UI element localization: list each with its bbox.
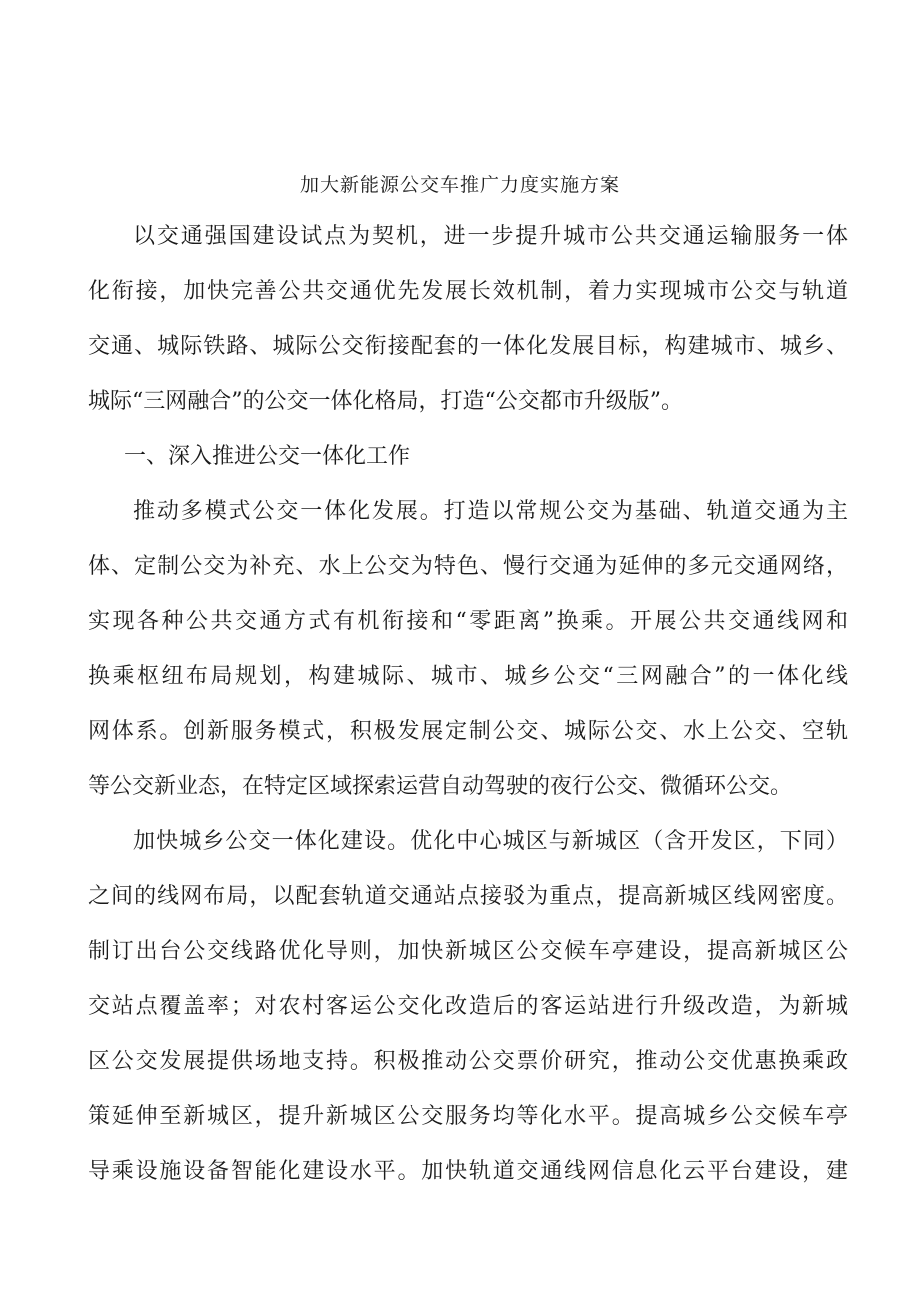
paragraph-multimodal-line-5: 网体系。创新服务模式，积极发展定制公交、城际公交、水上公交、空轨: [88, 719, 848, 744]
paragraph-urban-rural-line-3: 制订出台公交线路优化导则，加快新城区公交候车亭建设，提高新城区公: [88, 939, 848, 964]
paragraph-multimodal-line-3: 实现各种公共交通方式有机衔接和“零距离”换乘。开展公共交通线网和: [88, 609, 848, 634]
paragraph-multimodal-line-4: 换乘枢纽布局规划，构建城际、城市、城乡公交“三网融合”的一体化线: [88, 664, 848, 689]
paragraph-urban-rural-line-5: 区公交发展提供场地支持。积极推动公交票价研究，推动公交优惠换乘政: [88, 1049, 848, 1074]
section-heading-1: 一、深入推进公交一体化工作: [124, 444, 411, 469]
paragraph-urban-rural-line-2: 之间的线网布局，以配套轨道交通站点接驳为重点，提高新城区线网密度。: [88, 884, 848, 909]
paragraph-urban-rural-line-1: 加快城乡公交一体化建设。优化中心城区与新城区（含开发区，下同）: [133, 829, 848, 854]
paragraph-intro-line-2: 化衔接，加快完善公共交通优先发展长效机制，着力实现城市公交与轨道: [88, 279, 848, 304]
paragraph-intro-line-4: 城际“三网融合”的公交一体化格局，打造“公交都市升级版”。: [88, 389, 683, 414]
paragraph-urban-rural-line-6: 策延伸至新城区，提升新城区公交服务均等化水平。提高城乡公交候车亭: [88, 1104, 848, 1129]
paragraph-urban-rural-line-7: 导乘设施设备智能化建设水平。加快轨道交通线网信息化云平台建设，建: [88, 1159, 848, 1184]
document-title: 加大新能源公交车推广力度实施方案: [299, 174, 620, 196]
paragraph-intro-line-1: 以交通强国建设试点为契机，进一步提升城市公共交通运输服务一体: [133, 224, 848, 249]
paragraph-multimodal-line-1: 推动多模式公交一体化发展。打造以常规公交为基础、轨道交通为主: [133, 499, 848, 524]
paragraph-multimodal-line-2: 体、定制公交为补充、水上公交为特色、慢行交通为延伸的多元交通网络，: [88, 554, 848, 579]
paragraph-urban-rural-line-4: 交站点覆盖率；对农村客运公交化改造后的客运站进行升级改造，为新城: [88, 994, 848, 1019]
paragraph-multimodal-line-6: 等公交新业态，在特定区域探索运营自动驾驶的夜行公交、微循环公交。: [88, 774, 793, 799]
paragraph-intro-line-3: 交通、城际铁路、城际公交衔接配套的一体化发展目标，构建城市、城乡、: [88, 334, 848, 359]
